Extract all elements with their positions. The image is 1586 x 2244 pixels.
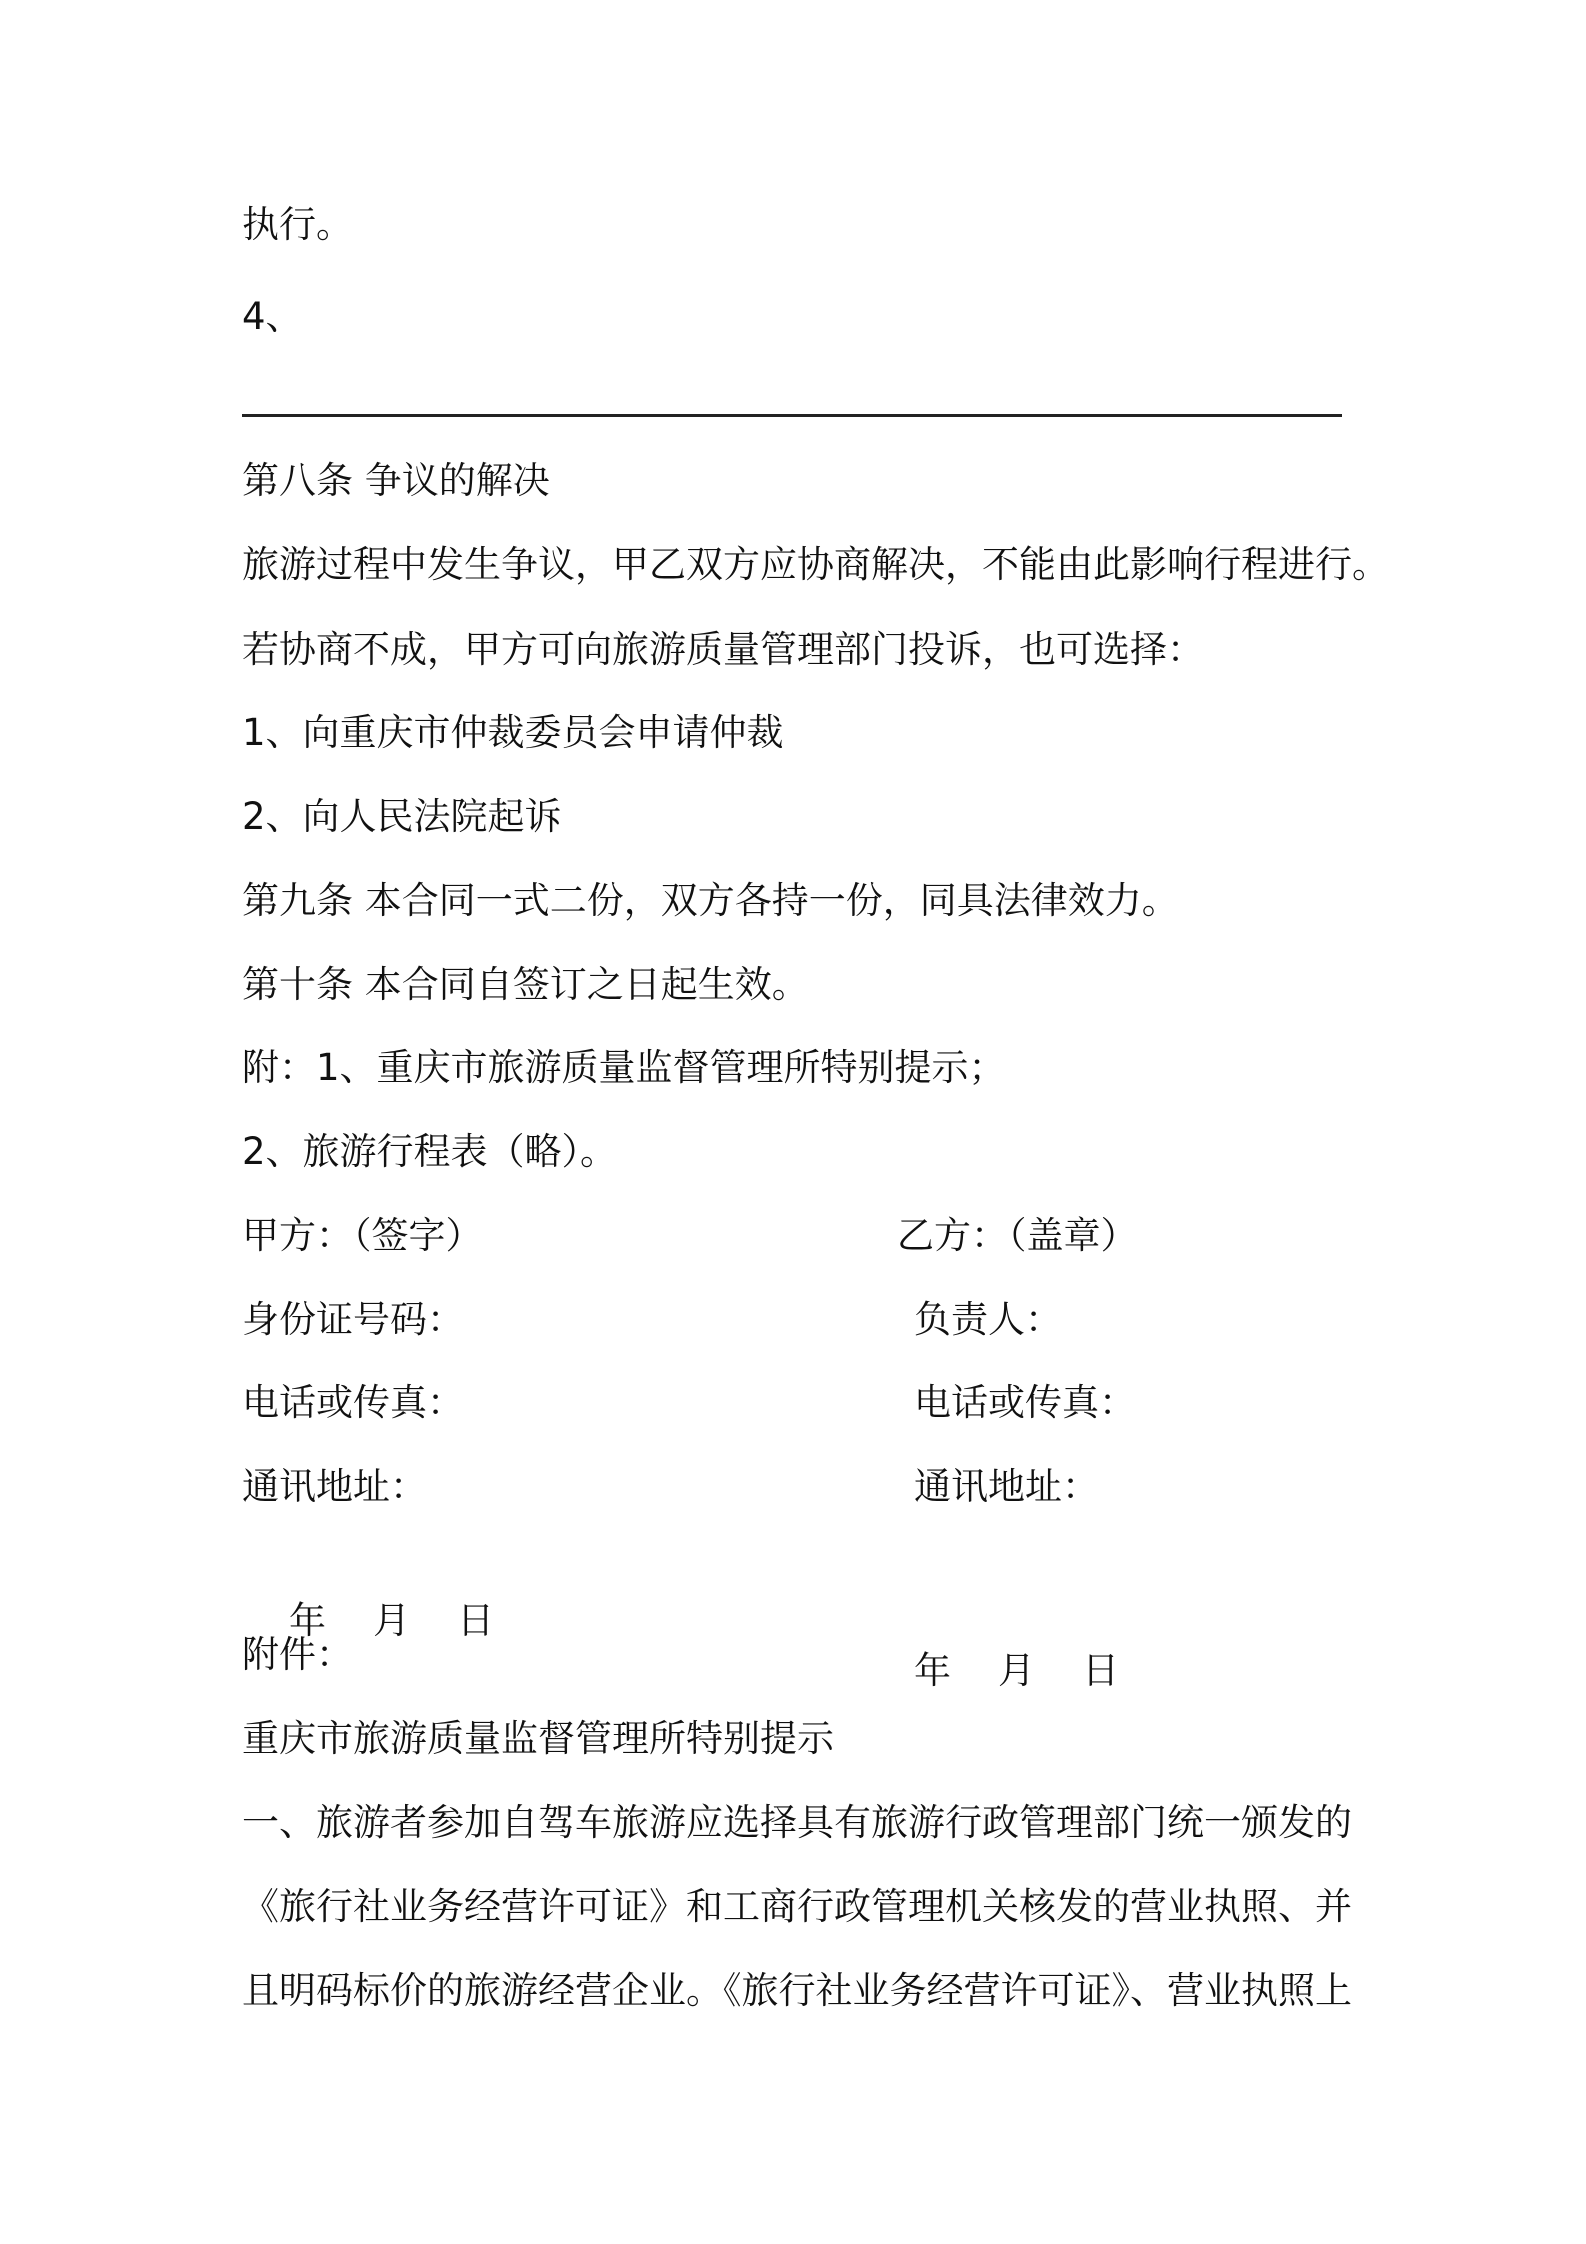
appendix-paragraph-line-2: 《旅行社业务经营许可证》和工商行政管理机关核发的营业执照、并: [242, 1885, 1352, 1928]
phone-a-label: 电话或传真：: [242, 1381, 464, 1424]
date-b-label: 年 月 日: [914, 1649, 1120, 1692]
article-8-paragraph-1: 旅游过程中发生争议，甲乙双方应协商解决，不能由此影响行程进行。: [242, 543, 1389, 586]
text-line-item-4: 4、: [242, 295, 303, 338]
party-a-label: 甲方：（签字）: [242, 1214, 483, 1257]
signature-row-phone: [242, 1378, 1362, 1428]
signature-row-party: [242, 1211, 1362, 1261]
signature-row-address: [242, 1462, 1362, 1512]
text-line-continuation: 执行。: [242, 203, 353, 246]
appendix-label: 附件：: [242, 1633, 353, 1676]
appendix-paragraph-line-1: 一、旅游者参加自驾车旅游应选择具有旅游行政管理部门统一颁发的: [242, 1801, 1352, 1844]
article-8-option-2: 2、向人民法院起诉: [242, 795, 562, 838]
article-8-paragraph-2: 若协商不成，甲方可向旅游质量管理部门投诉，也可选择：: [242, 628, 1204, 671]
attachment-item-1: 附：1、重庆市旅游质量监督管理所特别提示；: [242, 1046, 1006, 1089]
article-9: 第九条 本合同一式二份，双方各持一份，同具法律效力。: [242, 879, 1179, 922]
attachment-item-2: 2、旅游行程表（略）。: [242, 1130, 618, 1173]
id-number-label: 身份证号码：: [242, 1298, 464, 1341]
address-b-label: 通讯地址：: [914, 1465, 1099, 1508]
article-8-title: 第八条 争议的解决: [242, 459, 550, 502]
article-10: 第十条 本合同自签订之日起生效。: [242, 963, 809, 1006]
article-8-option-1: 1、向重庆市仲裁委员会申请仲裁: [242, 711, 784, 754]
date-a-label: 年 月 日: [289, 1599, 495, 1642]
blank-fill-line: [242, 414, 1342, 417]
phone-b-label: 电话或传真：: [914, 1381, 1136, 1424]
address-a-label: 通讯地址：: [242, 1465, 427, 1508]
appendix-title: 重庆市旅游质量监督管理所特别提示: [242, 1717, 834, 1760]
person-in-charge-label: 负责人：: [914, 1298, 1062, 1341]
signature-row-id: [242, 1295, 1362, 1345]
appendix-paragraph-line-3: 且明码标价的旅游经营企业。《旅行社业务经营许可证》、营业执照上: [242, 1969, 1352, 2012]
party-b-label: 乙方：（盖章）: [897, 1214, 1138, 1257]
